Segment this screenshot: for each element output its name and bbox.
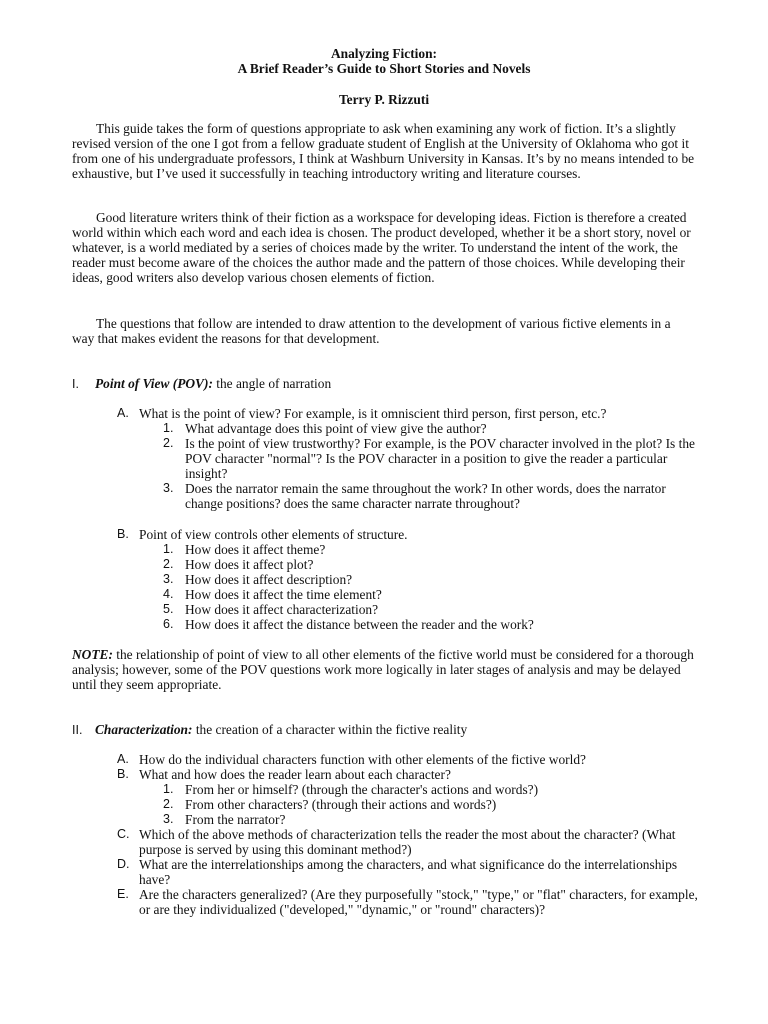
- section-description: the creation of a character within the fictive reality: [192, 722, 468, 737]
- list-item: A. What is the point of view? For example, is it omniscient third person, first person, etc.? 1. What advantage does this point of view give the author? 2. Is the point of view trustworthy? For example, is the POV character involved in the plot? Is the POV character "normal"? Is the POV character in a position to give the reader a particular insight? 3. Does the narrator remain the same throughout the work? In other words, does the narrator change positions? does the same character narrate throughout?: [117, 406, 707, 511]
- list-item: 6. How does it affect the distance between the reader and the work?: [163, 617, 534, 632]
- list-item: 5. How does it affect characterization?: [163, 602, 379, 617]
- intro-paragraph-3: The questions that follow are intended to draw attention to the development of various fictive elements in a way that makes evident the reasons for that development.: [72, 316, 671, 346]
- sub-list: [163, 782, 707, 827]
- section-numeral: I.: [72, 377, 79, 391]
- list-item: 3. From the narrator?: [163, 812, 286, 827]
- list-item: 2. How does it affect plot?: [163, 557, 314, 572]
- section-term: Characterization:: [95, 722, 193, 737]
- list-item: 2. From other characters? (through their actions and words?): [163, 797, 497, 812]
- list-item: C. Which of the above methods of characterization tells the reader the most about the character? (What purpose is served by using this dominant method?): [117, 827, 676, 857]
- pov-question-list: [117, 406, 707, 511]
- intro-paragraph-2: Good literature writers think of their fiction as a workspace for developing ideas. Fiction is therefore a created world within which each word and each idea is chosen. The product developed, whether it be a short story, novel or whatever, is a world mediated by a series of choices made by the writer. To understand the intent of the work, the reader must become aware of the choices the author made and the pattern of those choices. While developing their ideas, good writers also develop various chosen elements of fiction.: [72, 210, 691, 285]
- list-item: A. How do the individual characters function with other elements of the fictive world?: [117, 752, 586, 767]
- list-item: B. Point of view controls other elements of structure. 1. How does it affect theme? 2. How does it affect plot? 3. How does it affect description? 4. How does it affect the time element? 5. How does it affect characterization? 6. How does it affect the distance between the reader and the work?: [117, 527, 707, 632]
- pov-structure-list: [117, 527, 707, 632]
- list-item: 1. From her or himself? (through the character's actions and words?): [163, 782, 539, 797]
- list-item: 1. How does it affect theme?: [163, 542, 326, 557]
- characterization-question-list: [117, 752, 707, 917]
- list-item: E. Are the characters generalized? (Are they purposefully "stock," "type," or "flat" characters, for example, or are they individualized ("developed," "dynamic," or "round" characters)?: [117, 887, 698, 917]
- list-item: 1. What advantage does this point of view give the author?: [163, 421, 487, 436]
- list-item: 3. Does the narrator remain the same throughout the work? In other words, does the narrator change positions? does the same character narrate throughout?: [163, 481, 666, 511]
- section-term: Point of View (POV):: [95, 376, 213, 391]
- title-line-1: Analyzing Fiction:: [330, 46, 437, 61]
- sub-list: [163, 421, 707, 511]
- section-heading-pov: [72, 376, 696, 392]
- list-item: 2. Is the point of view trustworthy? For example, is the POV character involved in the plot? Is the POV character "normal"? Is the POV character in a position to give the reader a particular insight?: [163, 436, 695, 481]
- list-item: B. What and how does the reader learn about each character? 1. From her or himself? (through the character's actions and words?) 2. From other characters? (through their actions and words?) 3. From the narrator?: [117, 767, 707, 827]
- list-item: 4. How does it affect the time element?: [163, 587, 382, 602]
- list-item: 3. How does it affect description?: [163, 572, 353, 587]
- title-line-2: A Brief Reader’s Guide to Short Stories and Novels: [237, 61, 531, 76]
- intro-paragraph-1: This guide takes the form of questions appropriate to ask when examining any work of fiction. It’s a slightly revised version of the one I got from a fellow graduate student of English at the University of Oklahoma who got it from one of his undergraduate professors, I think at Washburn University in Kansas. It’s by no means intended to be exhaustive, but I’ve used it successfully in teaching introductory writing and literature courses.: [72, 121, 695, 181]
- pov-note: [72, 647, 696, 692]
- list-item: D. What are the interrelationships among the characters, and what significance do the interrelationships have?: [117, 857, 678, 887]
- document-title: [0, 46, 768, 76]
- author-name: Terry P. Rizzuti: [338, 92, 430, 107]
- sub-list: [163, 542, 707, 632]
- section-numeral: II.: [72, 723, 83, 737]
- note-label: NOTE:: [72, 647, 113, 662]
- note-text: the relationship of point of view to all other elements of the fictive world must be considered for a thorough analysis; however, some of the POV questions work more logically in later stages of analysis and may be delayed until they seem appropriate.: [72, 647, 694, 692]
- section-heading-characterization: [72, 722, 696, 738]
- section-description: the angle of narration: [212, 376, 332, 391]
